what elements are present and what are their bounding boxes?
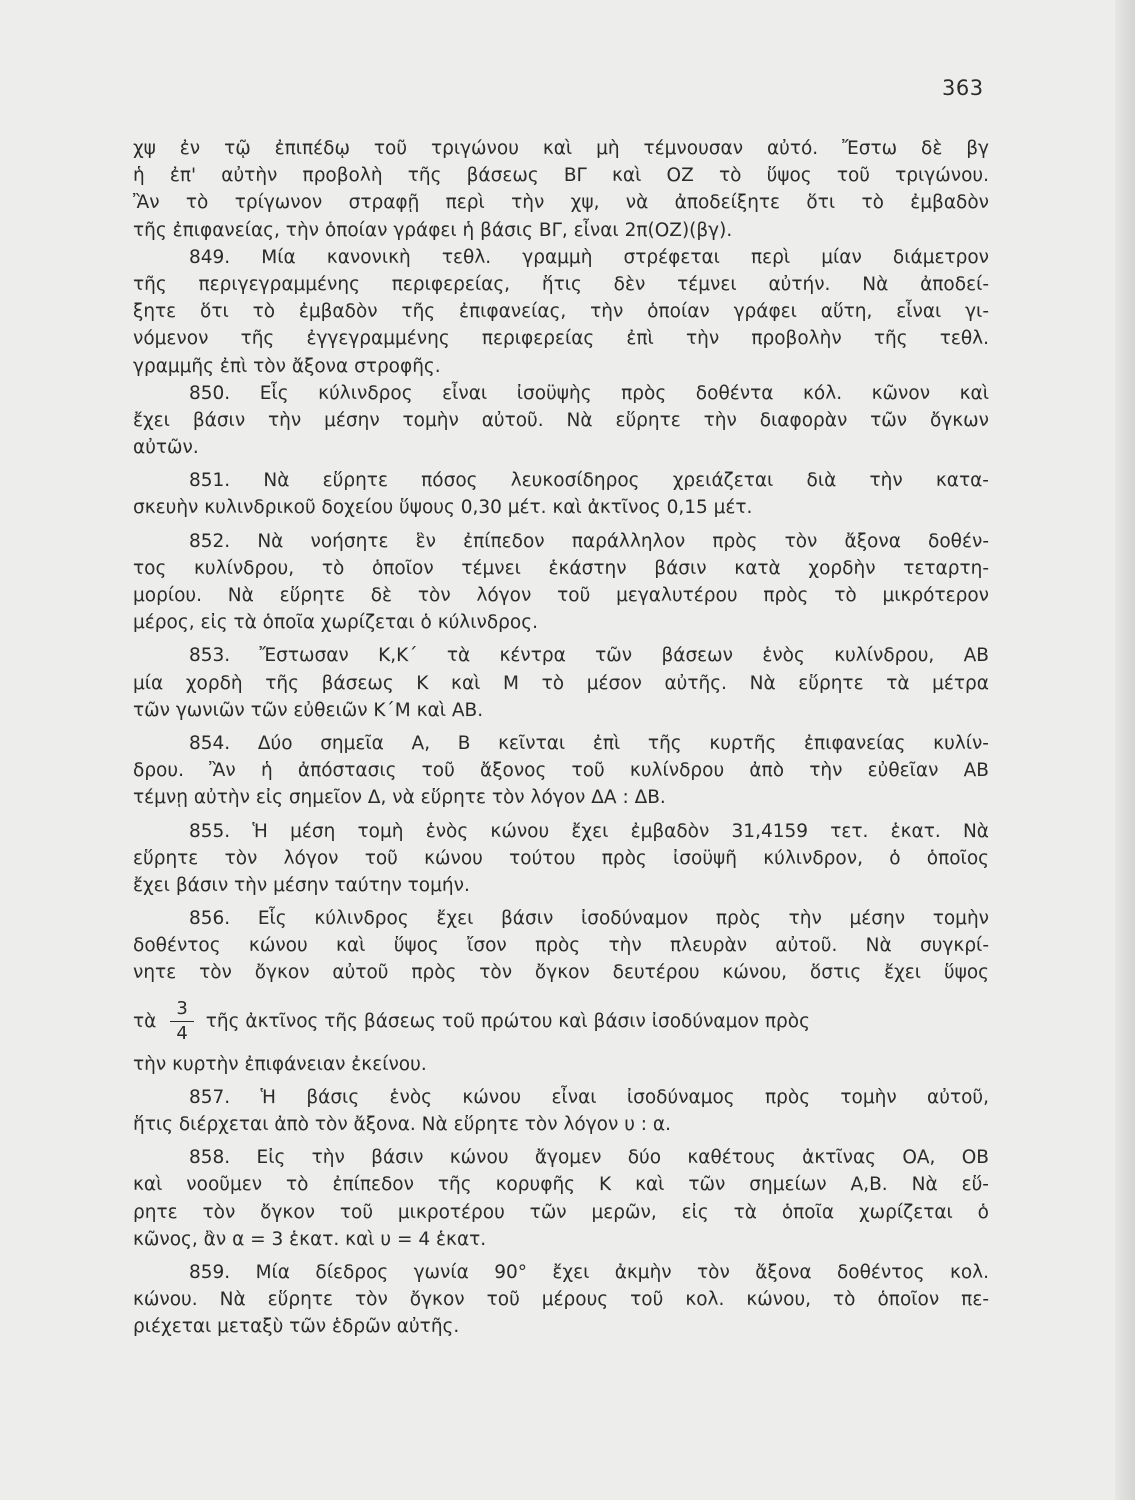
continuation-paragraph <box>133 135 989 244</box>
page-number: 363 <box>942 76 984 100</box>
text-line: 851. Νὰ εὕρητε πόσος λευκοσίδηρος χρειάζεται διὰ τὴν κατα- <box>189 470 989 492</box>
text-line: ξητε ὅτι τὸ ἐμβαδὸν τῆς ἐπιφανείας, τὴν ὁποίαν γράφει αὕτη, εἶναι γι- <box>133 301 989 323</box>
text-line: 854. Δύο σημεῖα Α, Β κεῖνται ἐπὶ τῆς κυρτῆς ἐπιφανείας κυλίν- <box>189 732 989 754</box>
fraction-suffix: τῆς ἀκτῖνος τῆς βάσεως τοῦ πρώτου καὶ βάσιν ἰσοδύναμον πρὸς <box>205 1011 810 1033</box>
problem-854 <box>133 730 989 812</box>
text-line: 855. Ἡ μέση τομὴ ἑνὸς κώνου ἔχει ἐμβαδὸν 31,4159 τετ. ἑκατ. Νὰ <box>189 820 989 842</box>
problem-855 <box>133 818 989 900</box>
text-line: μία χορδὴ τῆς βάσεως Κ καὶ Μ τὸ μέσον αὐτῆς. Νὰ εὕρητε τὰ μέτρα <box>133 672 989 694</box>
text-line: καὶ νοοῦμεν τὸ ἐπίπεδον τῆς κορυφῆς Κ καὶ τῶν σημείων Α,Β. Νὰ εὕ- <box>133 1174 989 1196</box>
problem-858 <box>133 1144 989 1253</box>
text-line: 856. Εἷς κύλινδρος ἔχει βάσιν ἰσοδύναμον πρὸς τὴν μέσην τομὴν <box>189 908 989 930</box>
text-line: δοθέντος κώνου καὶ ὕψος ἴσον πρὸς τὴν πλευρὰν αὐτοῦ. Νὰ συγκρί- <box>133 935 989 957</box>
problem-850 <box>133 380 989 462</box>
text-line: τῆς περιγεγραμμένης περιφερείας, ἥτις δὲν τέμνει αὐτήν. Νὰ ἀποδεί- <box>133 273 989 295</box>
text-line: ριέχεται μεταξὺ τῶν ἑδρῶν αὐτῆς. <box>133 1316 460 1338</box>
text-line: δρου. Ἂν ἡ ἀπόστασις τοῦ ἄξονος τοῦ κυλίνδρου ἀπὸ τὴν εὐθεῖαν ΑΒ <box>133 760 989 782</box>
text-line: εὕρητε τὸν λόγον τοῦ κώνου τούτου πρὸς ἰσοϋψῆ κύλινδρον, ὁ ὁποῖος <box>133 847 989 869</box>
fraction-denominator: 4 <box>176 1023 188 1045</box>
text-line: τέμνῃ αὐτὴν εἰς σημεῖον Δ, νὰ εὕρητε τὸν λόγον ΔΑ : ΔΒ. <box>133 787 666 809</box>
text-line: νητε τὸν ὄγκον αὐτοῦ πρὸς τὸν ὄγκον δευτέρου κώνου, ὅστις ἔχει ὕψος <box>133 962 989 984</box>
fraction-line <box>133 993 989 1051</box>
text-line: κῶνος, ἂν α = 3 ἑκατ. καὶ υ = 4 ἑκατ. <box>133 1228 487 1250</box>
text-line: ἡ ἐπ' αὐτὴν προβολὴ τῆς βάσεως ΒΓ καὶ ΟΖ τὸ ὕψος τοῦ τριγώνου. <box>133 165 989 187</box>
text-line: μέρος, εἰς τὰ ὁποῖα χωρίζεται ὁ κύλινδρος. <box>133 612 538 634</box>
problem-856 <box>133 905 989 1078</box>
text-line: 850. Εἷς κύλινδρος εἶναι ἰσοϋψὴς πρὸς δοθέντα κόλ. κῶνον καὶ <box>189 382 989 404</box>
text-line: νόμενον τῆς ἐγγεγραμμένης περιφερείας ἐπὶ τὴν προβολὴν τῆς τεθλ. <box>133 328 989 350</box>
text-line: ἔχει βάσιν τὴν μέσην τομὴν αὐτοῦ. Νὰ εὕρητε τὴν διαφορὰν τῶν ὄγκων <box>133 409 989 431</box>
text-line: ἥτις διέρχεται ἀπὸ τὸν ἄξονα. Νὰ εὕρητε τὸν λόγον υ : α. <box>133 1114 671 1135</box>
text-line: 852. Νὰ νοήσητε ἓν ἐπίπεδον παράλληλον πρὸς τὸν ἄξονα δοθέν- <box>189 530 989 552</box>
text-line: γραμμῆς ἐπὶ τὸν ἄξονα στροφῆς. <box>133 355 441 377</box>
text-line: 858. Εἰς τὴν βάσιν κώνου ἄγομεν δύο καθέτους ἀκτῖνας ΟΑ, ΟΒ <box>189 1147 989 1169</box>
text-line: 857. Ἡ βάσις ἑνὸς κώνου εἶναι ἰσοδύναμος πρὸς τομὴν αὐτοῦ, <box>189 1086 989 1108</box>
page-text <box>133 135 989 1341</box>
text-line: 859. Μία δίεδρος γωνία 90° ἔχει ἀκμὴν τὸν ἄξονα δοθέντος κολ. <box>189 1261 989 1283</box>
text-line: τῶν γωνιῶν τῶν εὐθειῶν Κ΄Μ καὶ ΑΒ. <box>133 699 484 721</box>
text-line: σκευὴν κυλινδρικοῦ δοχείου ὕψους 0,30 μέτ. καὶ ἀκτῖνος 0,15 μέτ. <box>133 497 753 519</box>
fraction-prefix: τὰ <box>133 1011 157 1033</box>
text-line: 849. Μία κανονικὴ τεθλ. γραμμὴ στρέφεται περὶ μίαν διάμετρον <box>189 246 989 268</box>
fraction-numerator: 3 <box>170 999 193 1022</box>
problem-851 <box>133 467 989 521</box>
text-line: μορίου. Νὰ εὕρητε δὲ τὸν λόγον τοῦ μεγαλυτέρου πρὸς τὸ μικρότερον <box>133 585 989 606</box>
text-line: ρητε τὸν ὄγκον τοῦ μικροτέρου τῶν μερῶν, εἰς τὰ ὁποῖα χωρίζεται ὁ <box>133 1201 989 1223</box>
problem-853 <box>133 642 989 724</box>
text-line: αὐτῶν. <box>133 437 199 459</box>
problem-849 <box>133 244 989 380</box>
problem-859 <box>133 1259 989 1341</box>
text-line: τῆς ἐπιφανείας, τὴν ὁποίαν γράφει ἡ βάσις ΒΓ, εἶναι 2π(ΟΖ)(βγ). <box>133 219 733 241</box>
problem-852 <box>133 528 989 637</box>
problem-857 <box>133 1084 989 1138</box>
text-line: τος κυλίνδρου, τὸ ὁποῖον τέμνει ἑκάστην βάσιν κατὰ χορδὴν τεταρτη- <box>133 557 989 579</box>
text-line: 853. Ἔστωσαν Κ,Κ΄ τὰ κέντρα τῶν βάσεων ἑνὸς κυλίνδρου, ΑΒ <box>189 645 989 667</box>
text-line: τὴν κυρτὴν ἐπιφάνειαν ἐκείνου. <box>133 1053 427 1075</box>
text-line: κώνου. Νὰ εὕρητε τὸν ὄγκον τοῦ μέρους τοῦ κολ. κώνου, τὸ ὁποῖον πε- <box>133 1289 989 1311</box>
page-edge <box>1115 0 1135 1500</box>
fraction <box>170 999 193 1044</box>
text-line: Ἂν τὸ τρίγωνον στραφῇ περὶ τὴν χψ, νὰ ἀποδείξητε ὅτι τὸ ἐμβαδὸν <box>133 192 989 214</box>
text-line: χψ ἐν τῷ ἐπιπέδῳ τοῦ τριγώνου καὶ μὴ τέμνουσαν αὐτό. Ἔστω δὲ βγ <box>133 138 989 159</box>
text-line: ἔχει βάσιν τὴν μέσην ταύτην τομήν. <box>133 874 470 896</box>
